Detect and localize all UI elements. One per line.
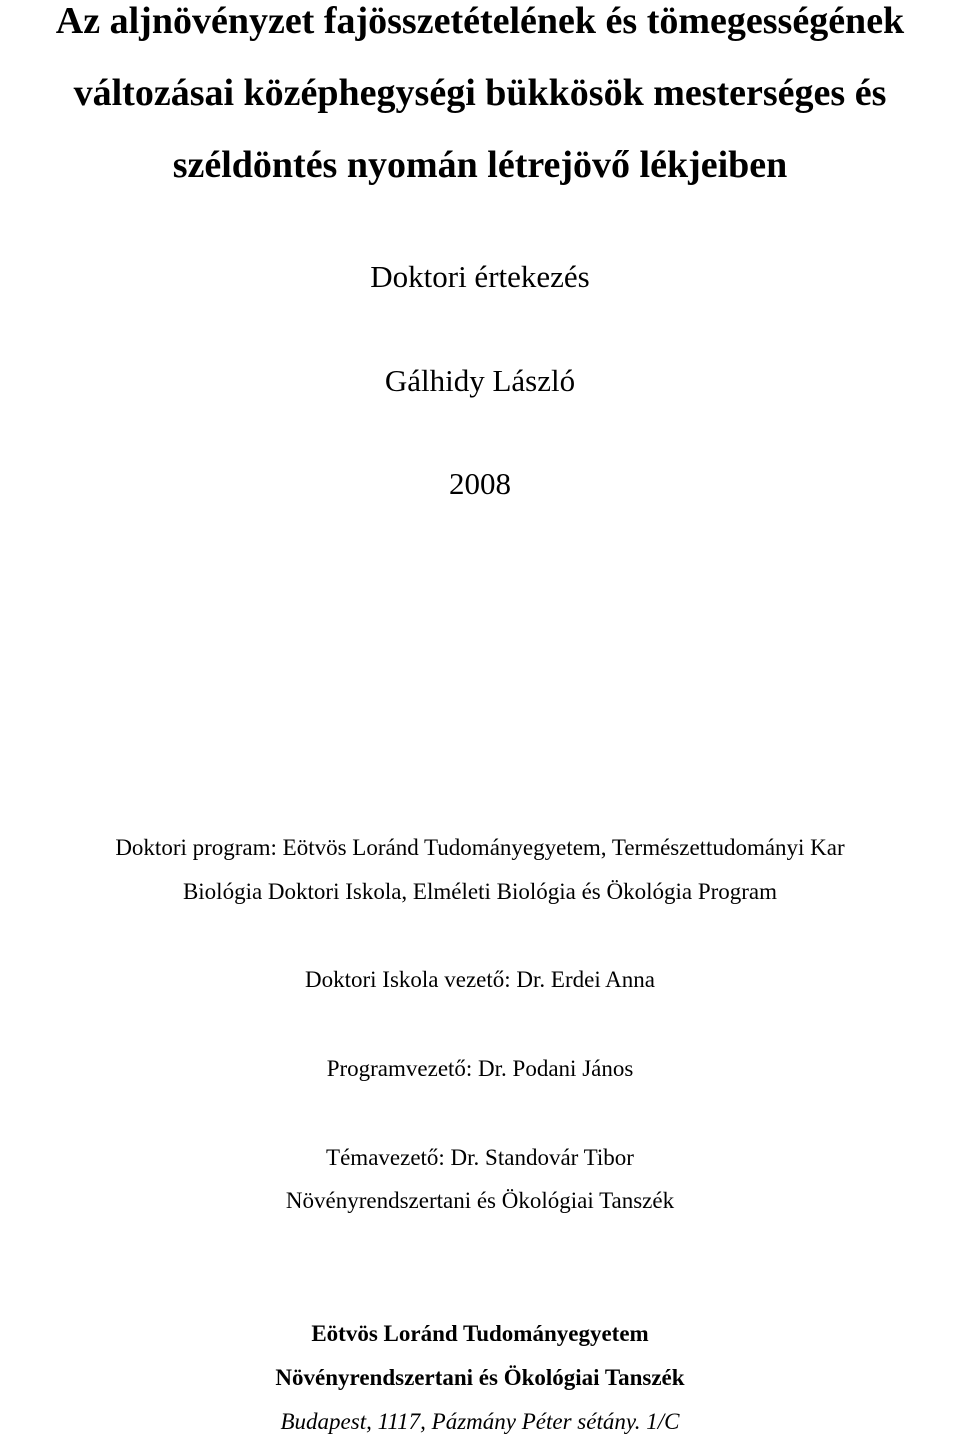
thesis-title-line-2: változásai középhegységi bükkösök mesterséges és: [73, 72, 887, 114]
supervisor-department: Növényrendszertani és Ökológiai Tanszék: [285, 1188, 675, 1213]
doctoral-program-line-2: Biológia Doktori Iskola, Elméleti Biológia és Ökológia Program: [182, 879, 778, 904]
thesis-title-line-1: Az aljnövényzet fajösszetételének és tömegességének: [55, 0, 905, 42]
footer-university: Eötvös Loránd Tudományegyetem: [311, 1321, 649, 1346]
thesis-title-line-3: széldöntés nyomán létrejövő lékjeiben: [172, 144, 788, 186]
program-head: Programvezető: Dr. Podani János: [326, 1056, 634, 1081]
supervisor-name: Témavezető: Dr. Standovár Tibor: [326, 1145, 634, 1170]
doctoral-program-line-1: Doktori program: Eötvös Loránd Tudományegyetem, Természettudományi Kar: [115, 835, 845, 860]
author-name: Gálhidy László: [384, 363, 576, 398]
year: 2008: [449, 466, 511, 501]
document-type: Doktori értekezés: [370, 259, 590, 294]
footer-address: Budapest, 1117, Pázmány Péter sétány. 1/C: [280, 1409, 680, 1434]
school-head: Doktori Iskola vezető: Dr. Erdei Anna: [304, 967, 656, 992]
footer-department: Növényrendszertani és Ökológiai Tanszék: [275, 1365, 685, 1390]
